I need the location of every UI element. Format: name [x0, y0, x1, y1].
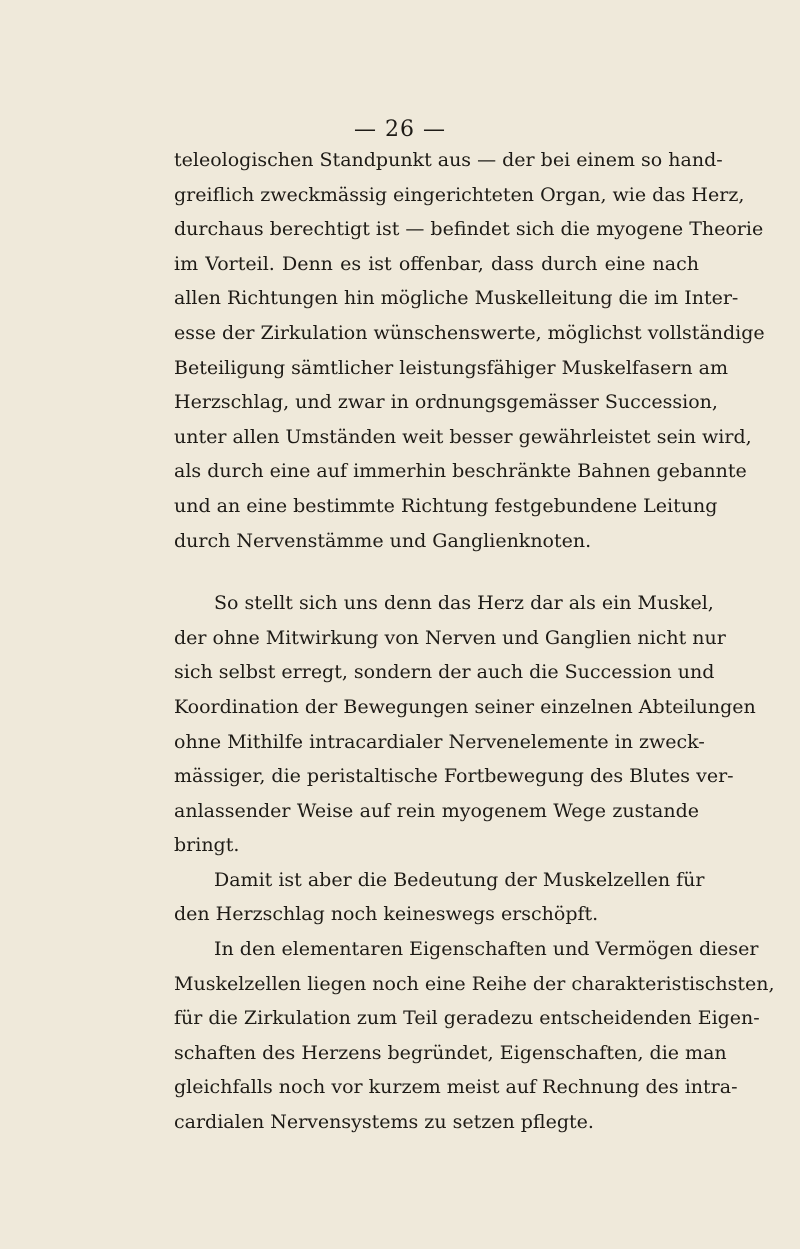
- paragraph-4: [174, 932, 775, 1140]
- text-line: Beteiligung sämtlicher leistungsfähiger Muskelfasern am: [174, 356, 728, 379]
- text-line: unter allen Umständen weit besser gewährleistet sein wird,: [174, 425, 752, 448]
- text-line: teleologischen Standpunkt aus — der bei einem so hand-: [174, 149, 723, 171]
- text-line: den Herzschlag noch keineswegs erschöpft.: [174, 903, 599, 926]
- body-text: [174, 143, 775, 1140]
- text-line: der ohne Mitwirkung von Nerven und Ganglien nicht nur: [174, 626, 726, 649]
- text-line: durchaus berechtigt ist — befindet sich die myogene Theorie: [174, 218, 764, 241]
- text-line: anlassender Weise auf rein myogenem Wege zustande: [174, 799, 699, 822]
- text-line: bringt.: [174, 834, 240, 857]
- text-line: Damit ist aber die Bedeutung der Muskelzellen für: [214, 868, 705, 891]
- text-line: schaften des Herzens begründet, Eigenschaften, die man: [174, 1041, 727, 1064]
- paragraph-2: [174, 586, 756, 863]
- text-line: So stellt sich uns denn das Herz dar als ein Muskel,: [214, 592, 714, 615]
- text-line: für die Zirkulation zum Teil geradezu entscheidenden Eigen-: [174, 1007, 760, 1030]
- text-line: Muskelzellen liegen noch eine Reihe der charakteristischsten,: [174, 972, 775, 995]
- text-line: im Vorteil. Denn es ist offenbar, dass durch eine nach: [174, 252, 699, 275]
- text-line: greiflich zweckmässig eingerichteten Organ, wie das Herz,: [174, 183, 745, 206]
- text-line: cardialen Nervensystems zu setzen pflegte.: [174, 1111, 594, 1134]
- paragraph-spacer: [174, 558, 699, 586]
- paragraph-3: [174, 863, 705, 932]
- text-line: mässiger, die peristaltische Fortbewegung des Blutes ver-: [174, 765, 734, 788]
- text-line: und an eine bestimmte Richtung festgebundene Leitung: [174, 494, 718, 517]
- text-line: In den elementaren Eigenschaften und Vermögen dieser: [214, 938, 759, 961]
- text-line: gleichfalls noch vor kurzem meist auf Rechnung des intra-: [174, 1076, 738, 1099]
- text-line: durch Nervenstämme und Ganglienknoten.: [174, 529, 592, 552]
- text-line: esse der Zirkulation wünschenswerte, möglichst vollständige: [174, 321, 765, 344]
- paragraph-1: [174, 143, 765, 558]
- text-line: Herzschlag, und zwar in ordnungsgemässer Succession,: [174, 391, 718, 414]
- page-number: — 26 —: [354, 117, 446, 142]
- text-line: ohne Mithilfe intracardialer Nervenelemente in zweck-: [174, 730, 705, 753]
- text-line: als durch eine auf immerhin beschränkte Bahnen gebannte: [174, 460, 747, 483]
- text-line: sich selbst erregt, sondern der auch die Succession und: [174, 661, 715, 684]
- text-line: allen Richtungen hin mögliche Muskelleitung die im Inter-: [174, 287, 739, 310]
- text-line: Koordination der Bewegungen seiner einzelnen Abteilungen: [174, 695, 756, 718]
